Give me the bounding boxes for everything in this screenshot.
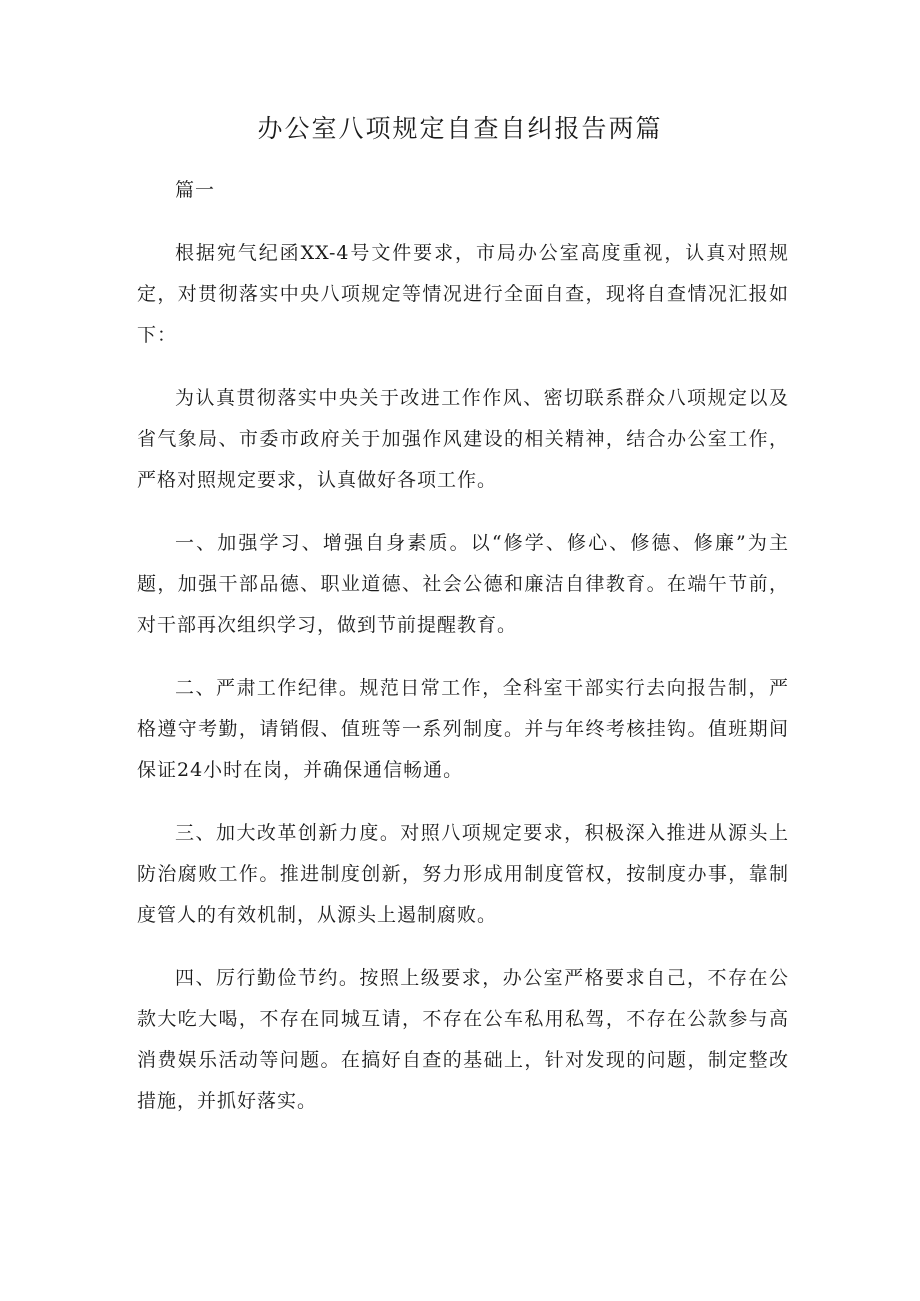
paragraph-item-2: 二、严肃工作纪律。规范日常工作，全科室干部实行去向报告制，严格遵守考勤，请销假、值班等一系列制度。并与年终考核挂钩。值班期间保证24小时在岗，并确保通信畅通。 [137,677,789,781]
document-title: 办公室八项规定自查自纠报告两篇 [257,114,663,143]
paragraph-purpose: 为认真贯彻落实中央关于改进工作作风、密切联系群众八项规定以及省气象局、市委市政府关于加强作风建设的相关精神，结合办公室工作，严格对照规定要求，认真做好各项工作。 [137,387,789,491]
paragraph-intro: 根据宛气纪函XX-4号文件要求，市局办公室高度重视，认真对照规定，对贯彻落实中央八项规定等情况进行全面自查，现将自查情况汇报如下： [137,242,789,346]
document-body [137,170,789,1144]
paragraph-item-1: 一、加强学习、增强自身素质。以“修学、修心、修德、修廉”为主题，加强干部品德、职业道德、社会公德和廉洁自律教育。在端午节前，对干部再次组织学习，做到节前提醒教育。 [137,532,789,636]
section-label: 篇一 [175,179,216,201]
paragraph-item-3: 三、加大改革创新力度。对照八项规定要求，积极深入推进从源头上防治腐败工作。推进制度创新，努力形成用制度管权，按制度办事，靠制度管人的有效机制，从源头上遏制腐败。 [137,822,789,926]
paragraph-item-4: 四、厉行勤俭节约。按照上级要求，办公室严格要求自己，不存在公款大吃大喝，不存在同城互请，不存在公车私用私驾，不存在公款参与高消费娱乐活动等问题。在搞好自查的基础上，针对发现的问题，制定整改措施，并抓好落实。 [137,967,789,1112]
